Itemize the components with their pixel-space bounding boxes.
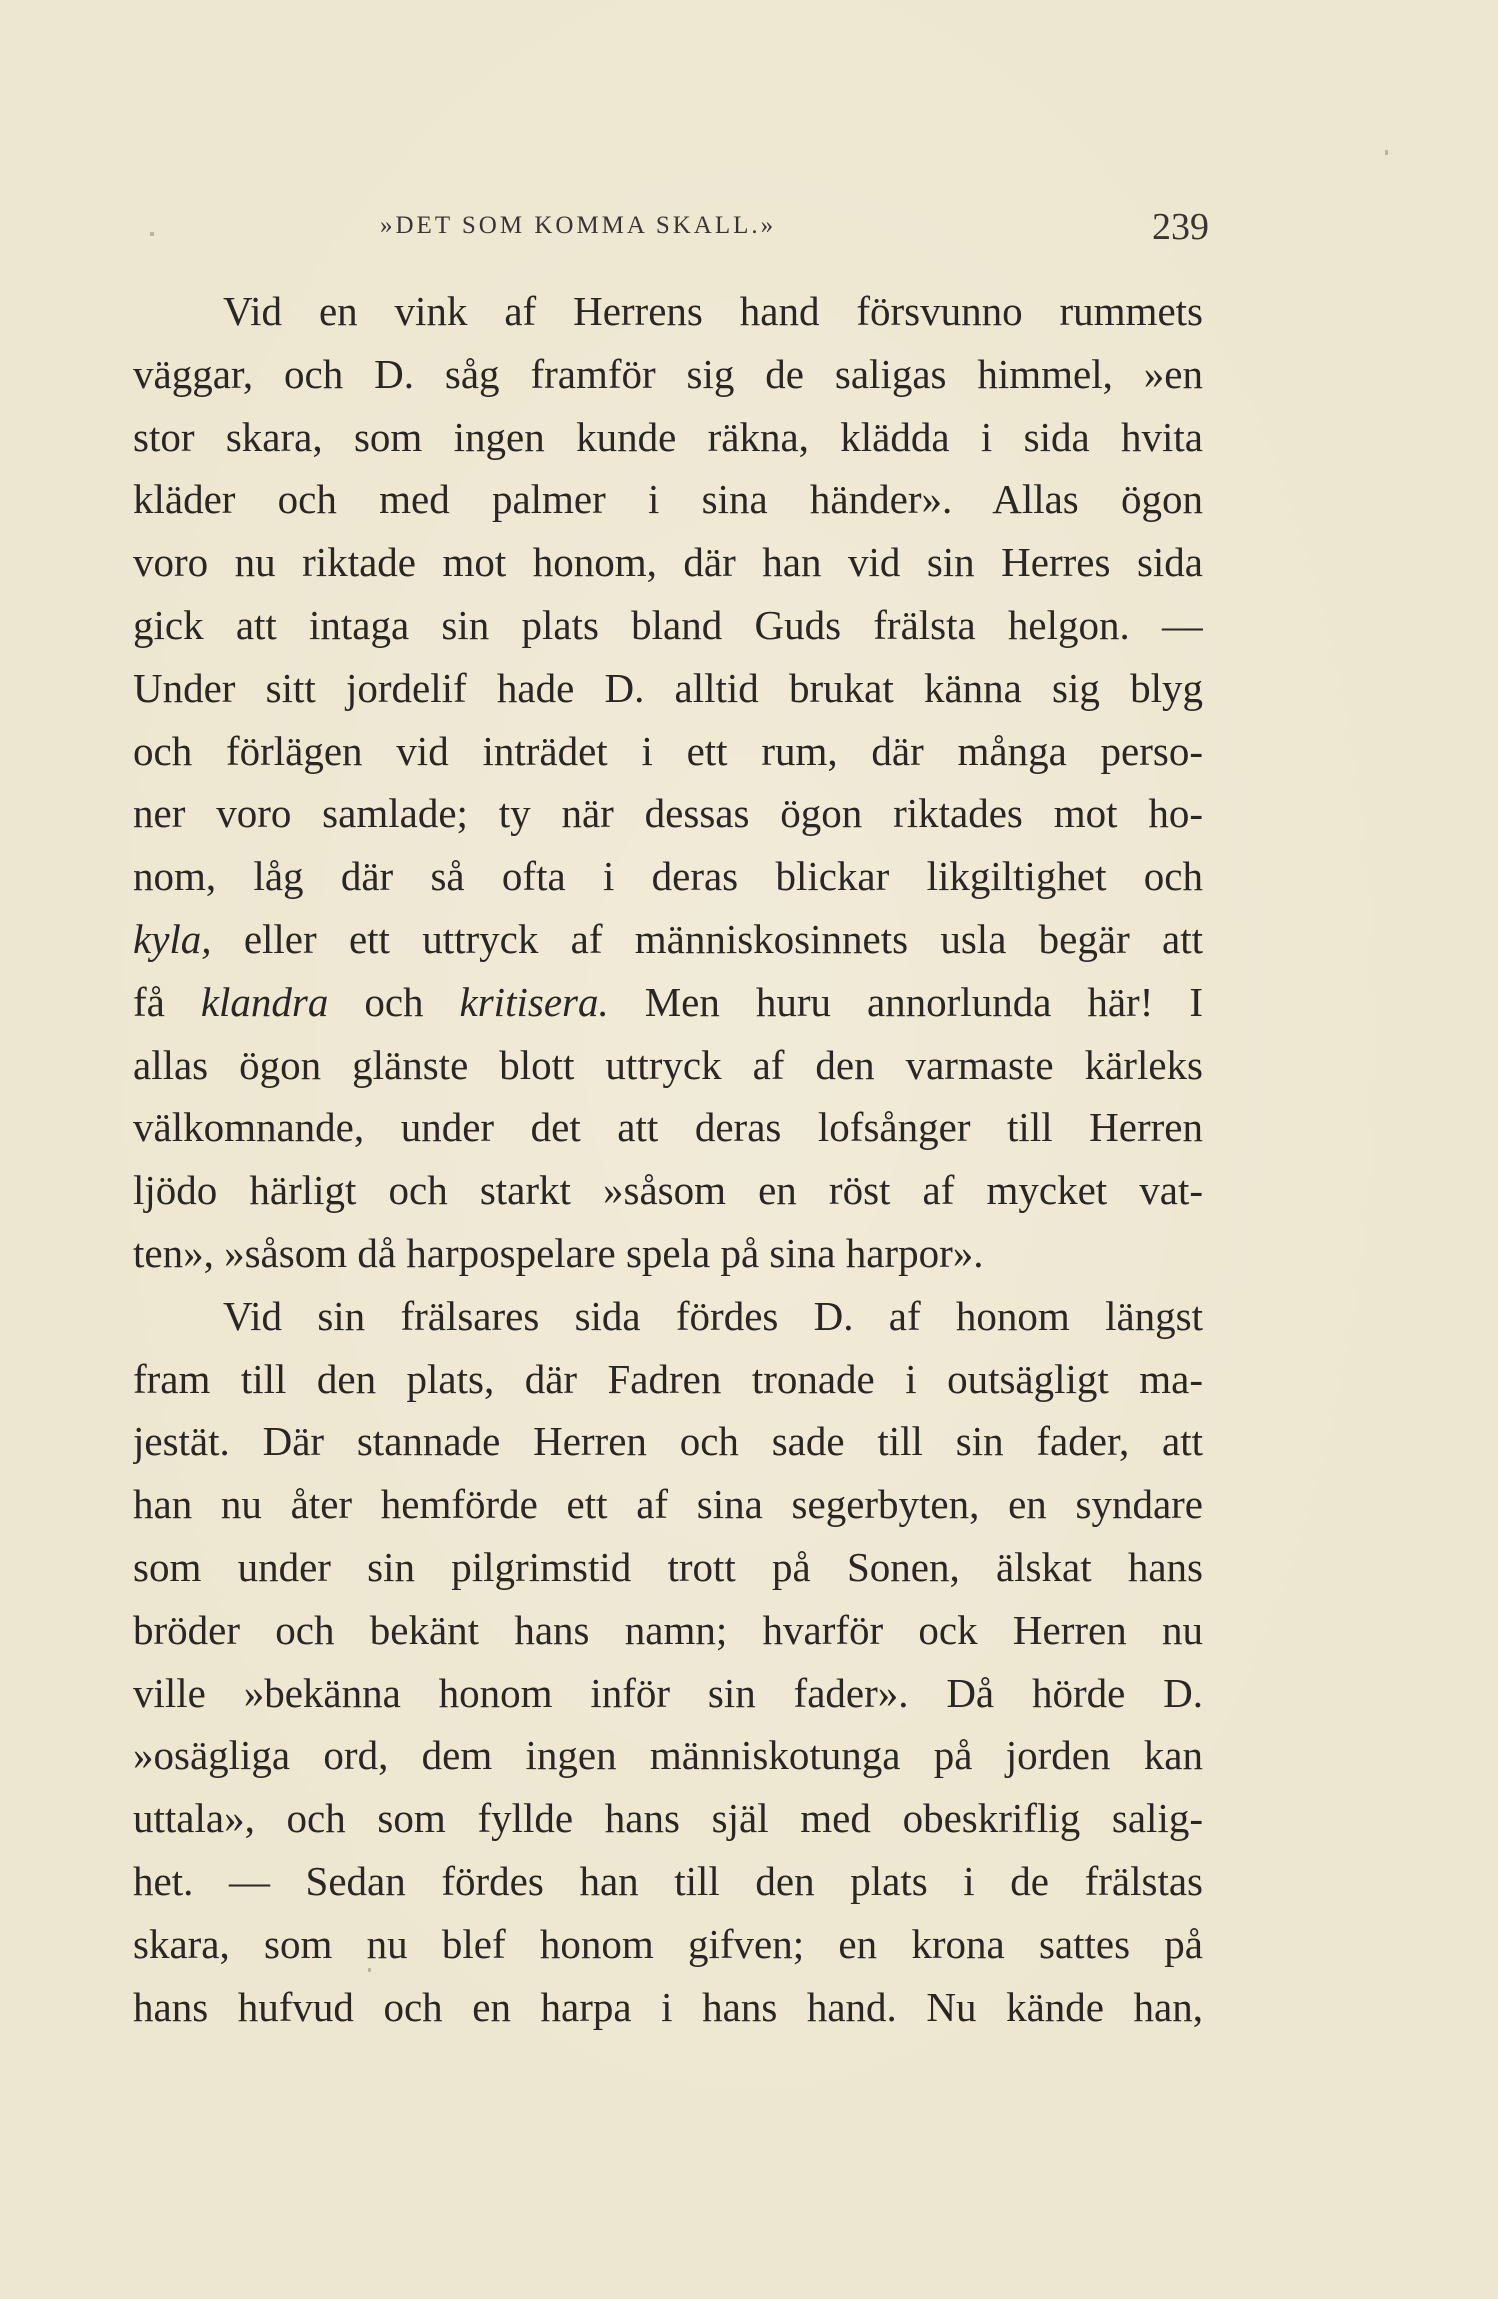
paper-speck (1385, 150, 1388, 155)
text-line: få klandra och kritisera. Men huru annorlunda här! I (133, 978, 1203, 1025)
text-line: gick att intaga sin plats bland Guds frälsta helgon. — (133, 601, 1203, 648)
text-line: ljödo härligt och starkt »såsom en röst af mycket vat- (133, 1167, 1203, 1214)
text-line: kläder och med palmer i sina händer». Allas ögon (133, 476, 1203, 523)
text-line: välkomnande, under det att deras lofsånger till Herren (133, 1104, 1203, 1151)
text-line: voro nu riktade mot honom, där han vid sin Herres sida (133, 539, 1203, 586)
text-line: väggar, och D. såg framför sig de saligas himmel, »en (133, 350, 1203, 397)
text-line: bröder och bekänt hans namn; hvarför ock Herren nu (133, 1606, 1203, 1653)
text-line: Vid en vink af Herrens hand försvunno rummets (223, 288, 1203, 334)
paper-speck (368, 1968, 371, 1972)
text-line: hans hufvud och en harpa i hans hand. Nu kände han, (133, 1983, 1203, 2030)
page-number: 239 (1152, 206, 1209, 248)
text-line: Vid sin frälsares sida fördes D. af honom längst (223, 1292, 1203, 1339)
text-line: och förlägen vid inträdet i ett rum, där många perso- (133, 727, 1203, 774)
text-line: fram till den plats, där Fadren tronade i outsägligt ma- (133, 1355, 1203, 1402)
text-line: het. — Sedan fördes han till den plats i de frälstas (133, 1857, 1203, 1904)
text-line: allas ögon glänste blott uttryck af den varmaste kärleks (133, 1041, 1203, 1088)
text-line: jestät. Där stannade Herren och sade till sin fader, att (133, 1418, 1203, 1465)
text-line: han nu åter hemförde ett af sina segerbyten, en syndare (133, 1481, 1203, 1528)
text-line: ten», »såsom då harpospelare spela på sina harpor». (133, 1229, 984, 1276)
running-head: »DET SOM KOMMA SKALL.» (380, 212, 777, 239)
text-line: »osägliga ord, dem ingen människotunga på jorden kan (133, 1732, 1203, 1779)
text-line: ner voro samlade; ty när dessas ögon riktades mot ho- (133, 790, 1203, 837)
text-line: Under sitt jordelif hade D. alltid brukat känna sig blyg (133, 664, 1203, 711)
paper-speck (150, 232, 154, 236)
text-line: kyla, eller ett uttryck af människosinnets usla begär att (133, 915, 1203, 962)
text-line: som under sin pilgrimstid trott på Sonen, älskat hans (133, 1543, 1203, 1590)
text-line: stor skara, som ingen kunde räkna, klädda i sida hvita (133, 413, 1203, 460)
text-line: ville »bekänna honom inför sin fader». Då hörde D. (133, 1669, 1203, 1716)
text-line: nom, låg där så ofta i deras blickar likgiltighet och (133, 853, 1203, 900)
body-text (133, 280, 1203, 2038)
text-line: skara, som nu blef honom gifven; en krona sattes på (133, 1920, 1203, 1967)
text-line: uttala», och som fyllde hans själ med obeskriflig salig- (133, 1795, 1203, 1842)
